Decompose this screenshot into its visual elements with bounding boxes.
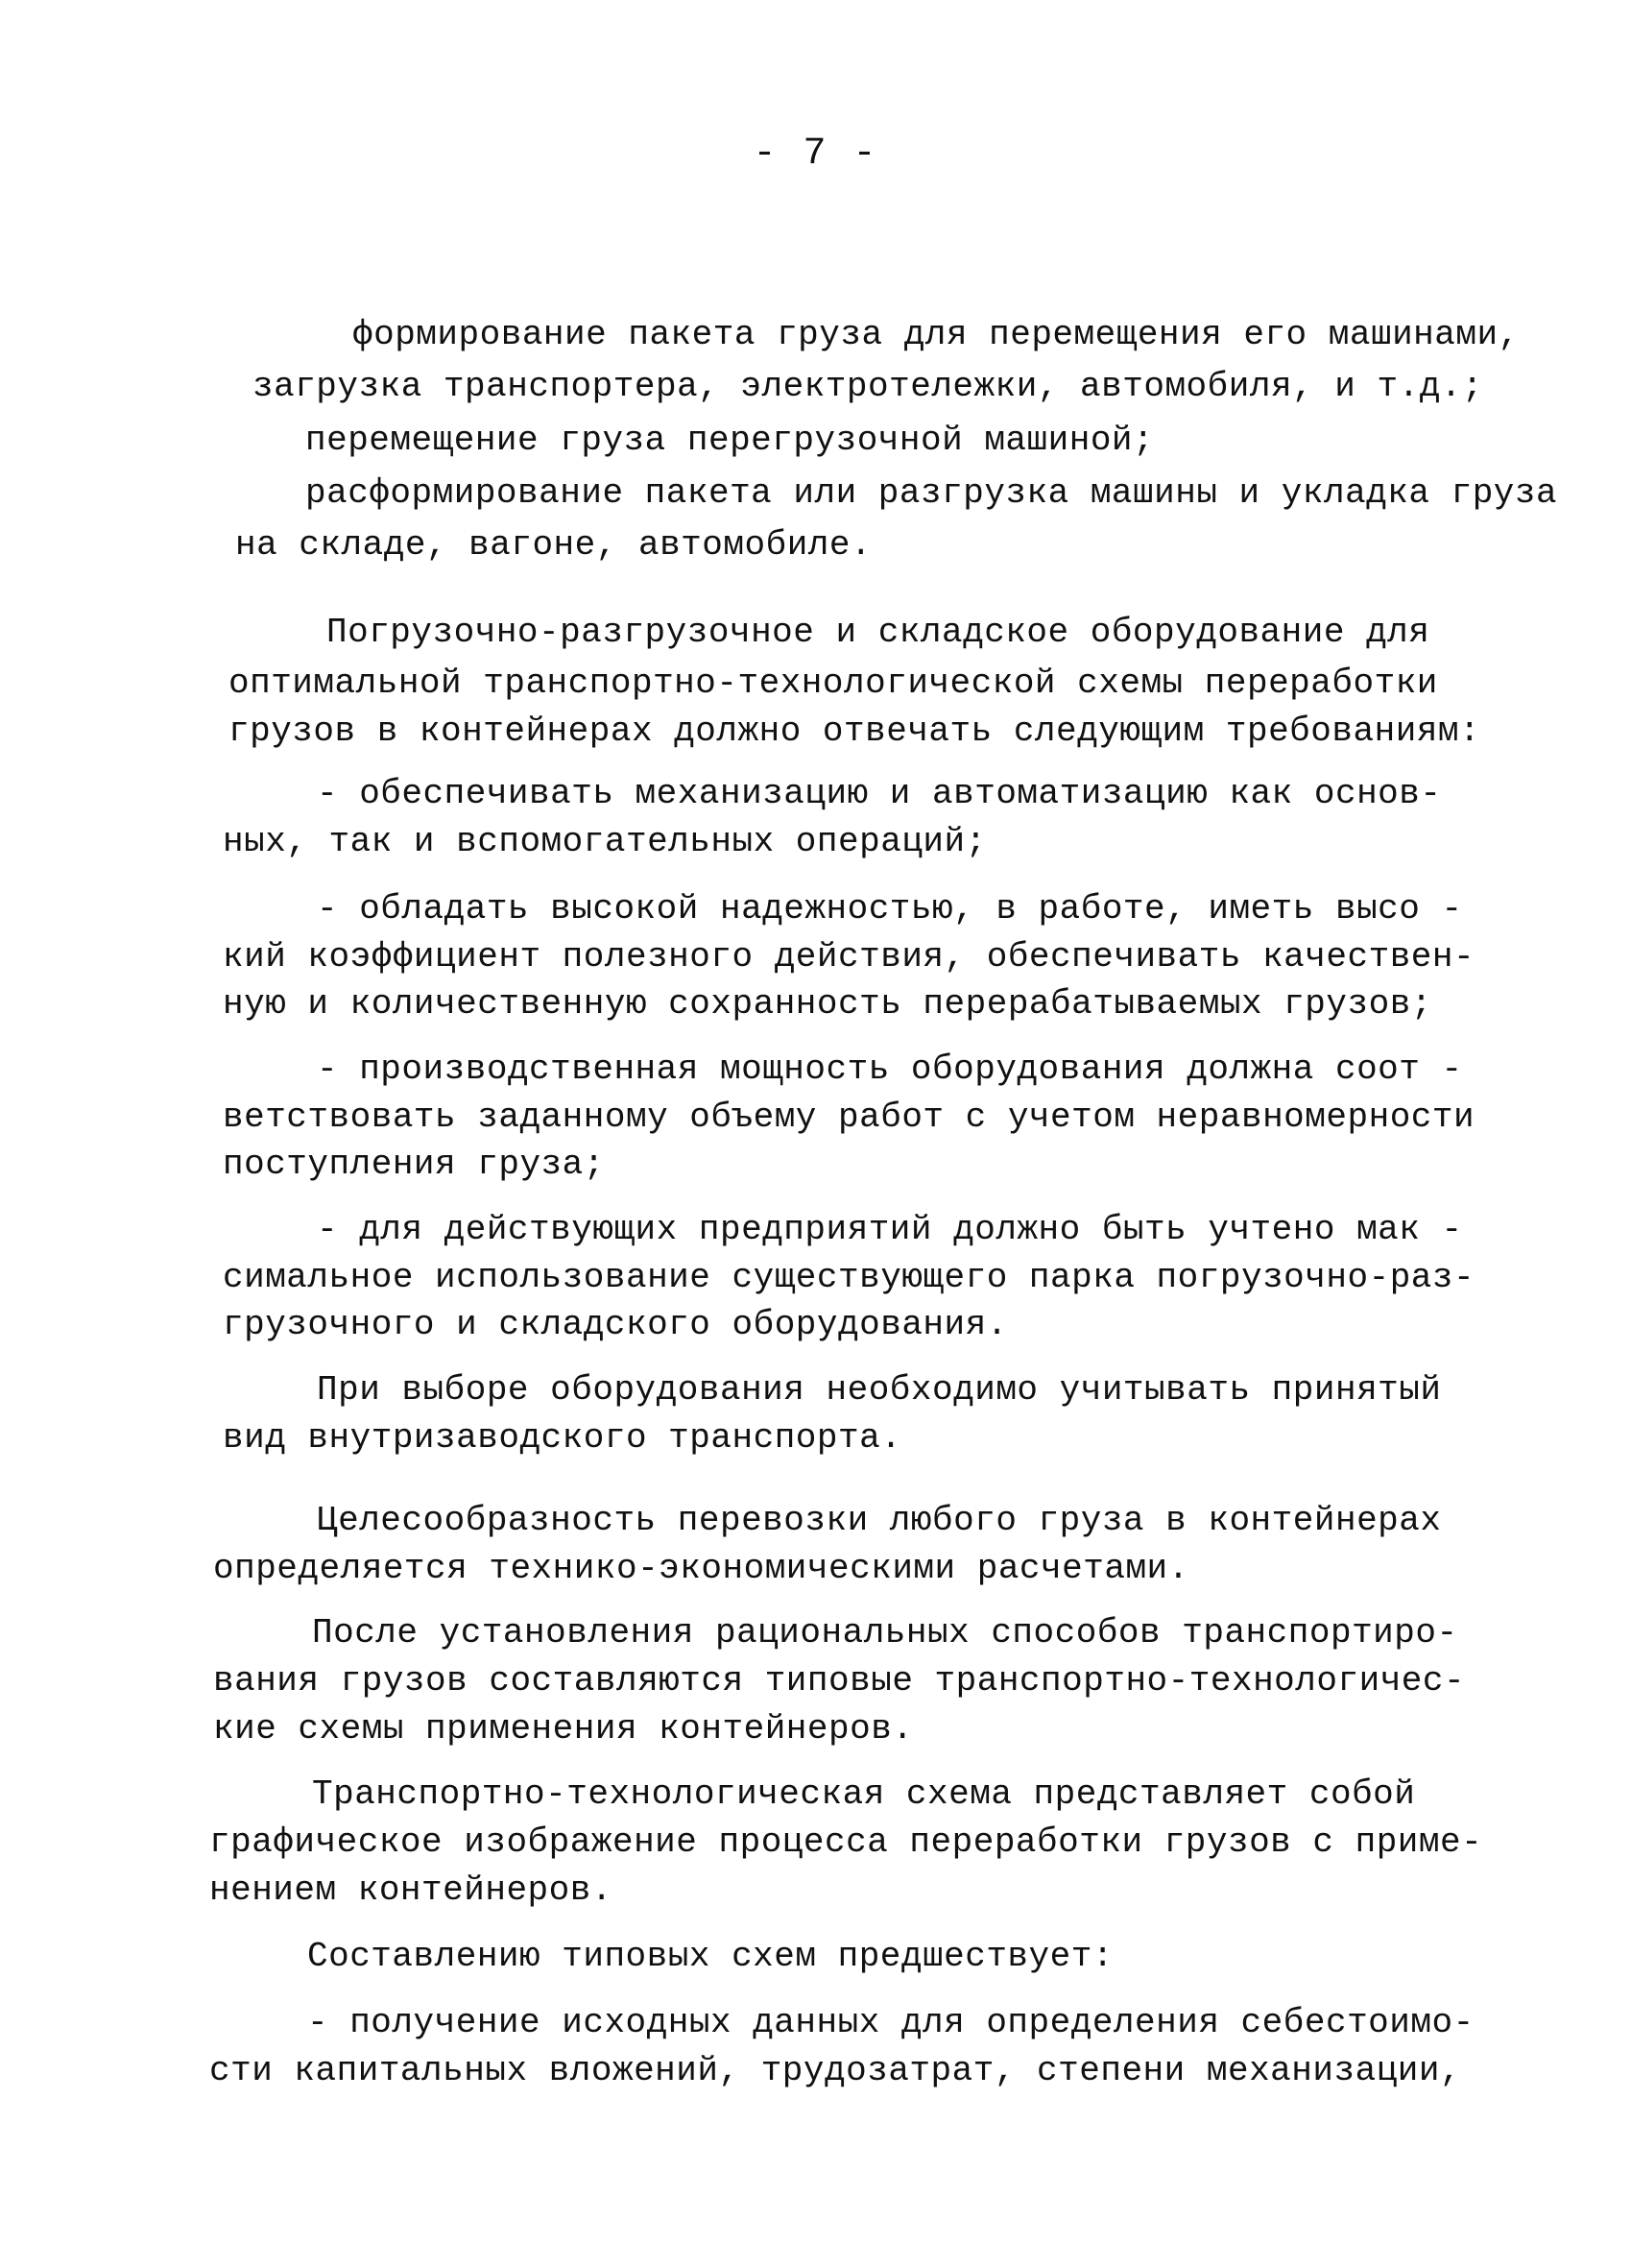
page-number: - 7 -: [753, 133, 878, 176]
text-line: Погрузочно-разгрузочное и складское оборудование для: [326, 613, 1430, 652]
text-line: - обеспечивать механизацию и автоматизацию как основ-: [317, 774, 1442, 813]
text-line: оптимальной транспортно-технологической схемы переработки: [228, 664, 1438, 703]
text-line: сти капитальных вложений, трудозатрат, степени механизации,: [209, 2051, 1462, 2090]
text-line: ных, так и вспомогательных операций;: [223, 822, 987, 861]
text-line: - получение исходных данных для определения себестоимо-: [307, 2003, 1475, 2042]
text-line: загрузка транспортера, электротележки, автомобиля, и т.д.;: [252, 367, 1484, 406]
text-line: После установления рациональных способов транспортиро-: [312, 1613, 1458, 1653]
text-line: Транспортно-технологическая схема представляет собой: [312, 1774, 1416, 1814]
text-line: вания грузов составляются типовые транспортно-технологичес-: [213, 1661, 1466, 1701]
text-line: - для действующих предприятий должно быть учтено мак -: [317, 1210, 1463, 1249]
text-line: ветствовать заданному объему работ с учетом неравномерности: [223, 1098, 1475, 1137]
text-line: перемещение груза перегрузочной машиной;: [305, 421, 1155, 460]
text-line: нением контейнеров.: [209, 1870, 612, 1910]
text-line: - производственная мощность оборудования должна соот -: [317, 1050, 1463, 1089]
text-line: определяется технико-экономическими расчетами.: [213, 1549, 1189, 1588]
text-line: При выборе оборудования необходимо учитывать принятый: [317, 1370, 1442, 1410]
text-line: - обладать высокой надежностью, в работе, иметь высо -: [317, 889, 1463, 929]
text-line: на складе, вагоне, автомобиле.: [235, 525, 873, 565]
text-line: симальное использование существующего парка погрузочно-раз-: [223, 1258, 1475, 1297]
text-line: формирование пакета груза для перемещения его машинами,: [352, 315, 1520, 354]
text-line: кие схемы применения контейнеров.: [213, 1709, 914, 1749]
text-line: Целесообразность перевозки любого груза в контейнерах: [317, 1501, 1442, 1540]
text-line: поступления груза;: [223, 1145, 605, 1184]
text-line: вид внутризаводского транспорта.: [223, 1418, 902, 1458]
text-line: ную и количественную сохранность перерабатываемых грузов;: [223, 984, 1432, 1024]
text-line: графическое изображение процесса переработки грузов с приме-: [209, 1822, 1483, 1862]
text-line: Составлению типовых схем предшествует:: [307, 1937, 1114, 1976]
text-line: расформирование пакета или разгрузка машины и укладка груза: [305, 473, 1558, 513]
text-line: грузочного и складского оборудования.: [223, 1305, 1008, 1344]
text-line: грузов в контейнерах должно отвечать следующим требованиям:: [228, 712, 1481, 751]
text-line: кий коэффициент полезного действия, обеспечивать качествен-: [223, 937, 1475, 977]
